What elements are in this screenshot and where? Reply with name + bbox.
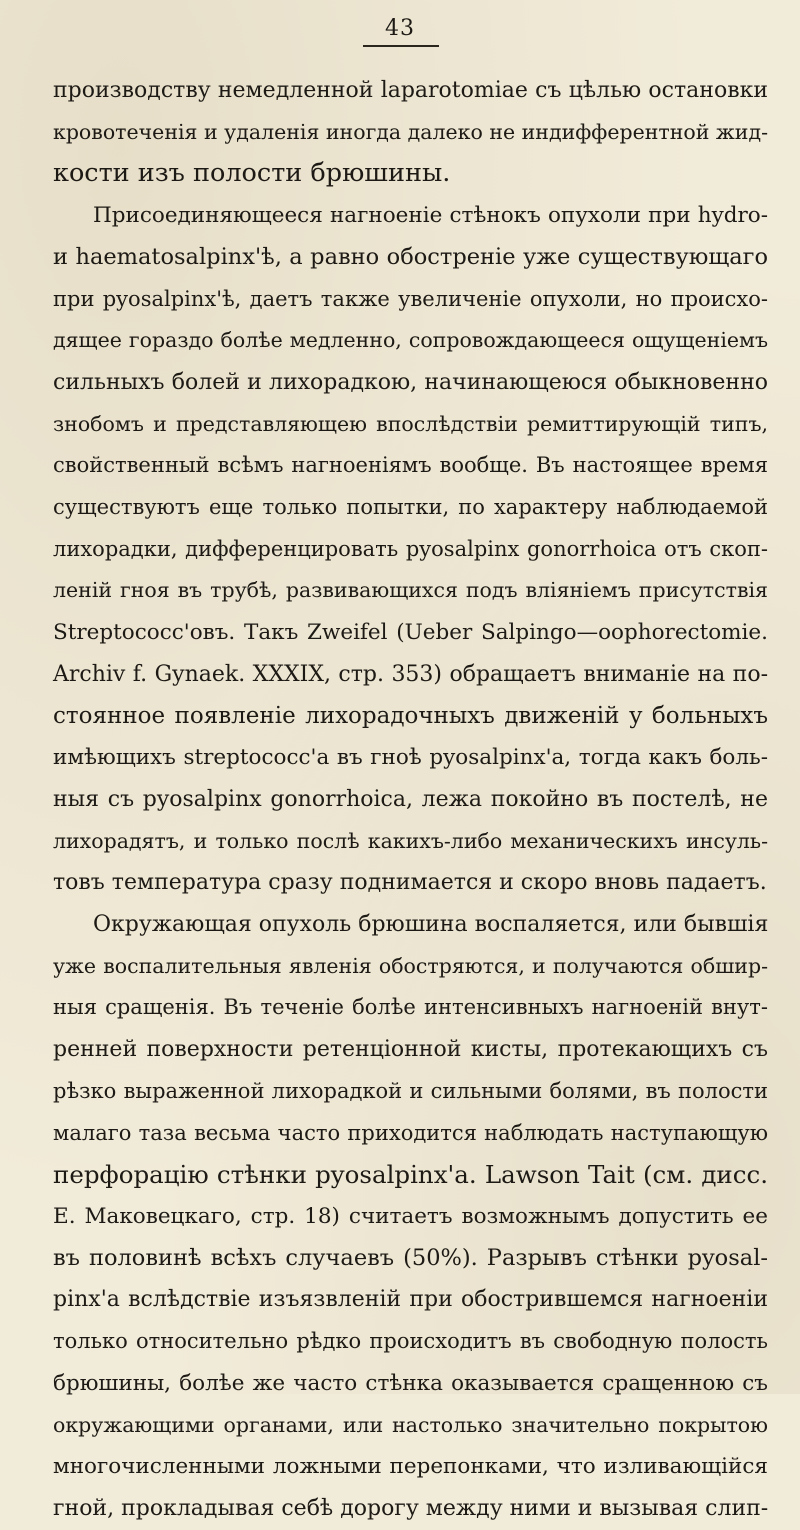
text-line: малаго таза весьма часто приходится наблюдать наступающую	[53, 1120, 768, 1145]
text-line: въ половинѣ всѣхъ случаевъ (50%). Разрывъ стѣнки pyosal-	[53, 1244, 768, 1271]
text-line: рѣзко выраженной лихорадкой и сильными болями, въ полости	[53, 1078, 768, 1103]
text-line: и haematosalpinx'ѣ, а равно обостреніе уже существующаго	[53, 243, 768, 270]
text-line: при pyosalpinx'ѣ, даетъ также увеличеніе опухоли, но происхо-	[53, 286, 768, 311]
text-line: лихорадки, дифференцировать pyosalpinx gonorrhoica отъ скоп-	[53, 536, 768, 561]
text-line: уже воспалительныя явленія обостряются, и получаются обшир-	[53, 953, 768, 978]
text-line: леній гноя въ трубѣ, развивающихся подъ вліяніемъ присутствія	[53, 578, 768, 603]
body-text	[53, 70, 768, 1530]
text-line: перфорацію стѣнки pyosalpinx'a. Lawson Tait (см. дисс.	[53, 1160, 768, 1190]
text-line: Archiv f. Gynaek. XXXIX, стр. 353) обращаетъ вниманіе на по-	[53, 661, 768, 687]
text-line: многочисленными ложными перепонками, что изливающійся	[53, 1454, 768, 1480]
text-line: Присоединяющееся нагноеніе стѣнокъ опухоли при hydro-	[93, 203, 768, 229]
text-line: лихорадятъ, и только послѣ какихъ-либо механическихъ инсуль-	[53, 828, 768, 853]
text-line: товъ температура сразу поднимается и скоро вновь падаетъ.	[53, 870, 767, 896]
page-number-underline	[363, 45, 439, 47]
text-line: свойственный всѣмъ нагноеніямъ вообще. Въ настоящее время	[53, 453, 768, 478]
text-line: брюшины, болѣе же часто стѣнка оказывается сращенною съ	[53, 1370, 768, 1396]
text-line: ныя сращенія. Въ теченіе болѣе интенсивныхъ нагноеній внут-	[53, 995, 768, 1020]
text-line: сильныхъ болей и лихорадкою, начинающеюся обыкновенно	[53, 369, 768, 395]
text-line: pinx'a вслѣдствіе изъязвленій при обострившемся нагноеніи	[53, 1287, 768, 1313]
text-line: стоянное появленіе лихорадочныхъ движеній у больныхъ	[53, 702, 768, 729]
text-line: знобомъ и представляющею впослѣдствіи ремиттирующій типъ,	[53, 411, 768, 436]
text-line: существуютъ еще только попытки, по характеру наблюдаемой	[53, 495, 768, 520]
text-line: ныя съ pyosalpinx gonorrhoica, лежа покойно въ постелѣ, не	[53, 786, 768, 812]
text-line: Streptococc'овъ. Такъ Zweifel (Ueber Salpingo—oophorectomie.	[53, 620, 768, 646]
text-line: ренней поверхности ретенціонной кисты, протекающихъ съ	[53, 1037, 768, 1063]
text-line: производству немедленной laparotomiae съ цѣлью остановки	[53, 78, 768, 103]
text-line: дящее гораздо болѣе медленно, сопровождающееся ощущеніемъ	[53, 328, 768, 353]
text-line: только относительно рѣдко происходитъ въ свободную полость	[53, 1329, 768, 1354]
page-number: 43	[385, 16, 415, 41]
text-line: кровотеченія и удаленія иногда далеко не индифферентной жид-	[53, 119, 768, 144]
text-line: кости изъ полости брюшины.	[53, 158, 451, 189]
text-line: имѣющихъ streptococc'a въ гноѣ pyosalpinx'a, тогда какъ боль-	[53, 745, 768, 771]
text-line: Окружающая опухоль брюшина воспаляется, или бывшія	[93, 912, 769, 938]
text-line: Е. Маковецкаго, стр. 18) считаетъ возможнымъ допустить ее	[53, 1203, 768, 1229]
text-line: гной, прокладывая себѣ дорогу между ними и вызывая слип-	[53, 1495, 769, 1521]
text-line: окружающими органами, или настолько значительно покрытою	[53, 1412, 768, 1437]
